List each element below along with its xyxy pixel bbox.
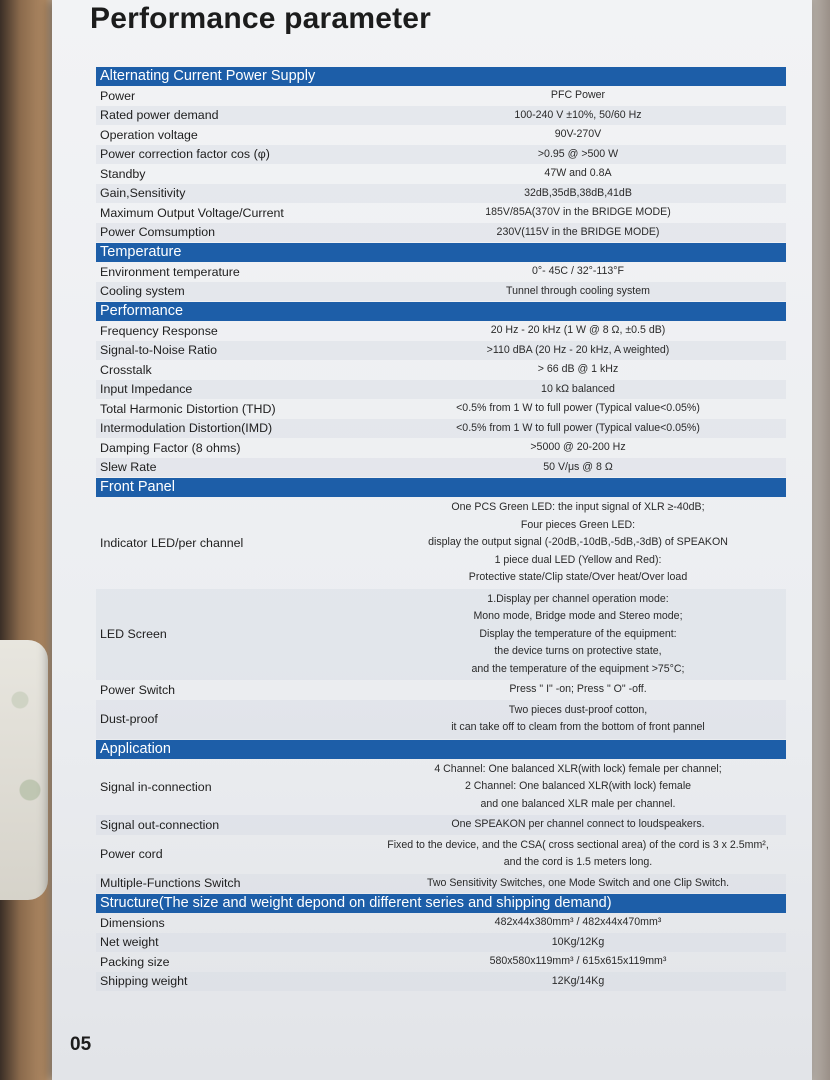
spec-row	[96, 106, 786, 126]
spec-value-line: 47W and 0.8A	[544, 167, 612, 179]
spec-value	[370, 591, 786, 679]
spec-row	[96, 419, 786, 439]
spec-row	[96, 589, 786, 681]
spec-value	[370, 913, 786, 933]
spec-row	[96, 933, 786, 953]
spec-value-line: 0°- 45C / 32°-113°F	[531, 265, 624, 277]
spec-label: Gain,Sensitivity	[100, 186, 186, 201]
spec-value	[370, 360, 786, 380]
spec-row	[96, 203, 786, 223]
spec-value-line: 1.Display per channel operation mode:	[487, 592, 669, 605]
spec-value	[370, 399, 786, 419]
spec-label: Crosstalk	[100, 362, 152, 377]
spec-row	[96, 952, 786, 972]
spec-value	[370, 321, 786, 341]
spec-value-line: Mono mode, Bridge mode and Stereo mode;	[473, 610, 683, 622]
spec-value	[370, 874, 786, 894]
spec-row	[96, 380, 786, 400]
spec-value-line: 10 kΩ balanced	[541, 382, 615, 395]
spec-value-line: and the temperature of the equipment >75°C;	[471, 662, 685, 675]
spec-row	[96, 438, 786, 458]
spec-value-line: 2 Channel: One balanced XLR(with lock) female	[464, 780, 692, 792]
spec-value	[370, 837, 786, 872]
spec-value-line: 482x44x380mm³ / 482x44x470mm³	[494, 916, 662, 928]
spec-row	[96, 700, 786, 739]
spec-row	[96, 874, 786, 894]
spec-row	[96, 125, 786, 145]
spec-value	[370, 184, 786, 204]
spec-value-line: Two pieces dust-proof cotton,	[508, 703, 648, 716]
spec-value	[370, 933, 786, 953]
spec-value-line: and the cord is 1.5 meters long.	[503, 856, 653, 868]
spec-value	[370, 164, 786, 184]
spec-label: Shipping weight	[100, 974, 188, 989]
page-number: 05	[70, 1034, 92, 1055]
spec-value-line: 90V-270V	[554, 128, 602, 140]
spec-label: Power Comsumption	[100, 225, 216, 240]
section-header: Application	[96, 740, 786, 759]
section-rows	[96, 86, 786, 242]
spec-value-line: display the output signal (-20dB,-10dB,-5dB,-3dB) of SPEAKON	[428, 536, 728, 548]
spec-row	[96, 223, 786, 243]
spec-value	[370, 815, 786, 835]
spec-label: Standby	[100, 166, 146, 181]
section-header: Front Panel	[96, 478, 786, 497]
spec-value	[370, 223, 786, 243]
spec-value	[370, 203, 786, 223]
section-header: Temperature	[96, 243, 786, 262]
section-header: Alternating Current Power Supply	[96, 67, 786, 86]
spec-value-line: Press " I" -on; Press " O" -off.	[509, 683, 647, 695]
spec-label: Net weight	[100, 935, 159, 950]
spec-row	[96, 815, 786, 835]
spec-row	[96, 184, 786, 204]
spec-label: LED Screen	[100, 627, 167, 642]
spec-value-line: > 66 dB @ 1 kHz	[537, 363, 619, 375]
spec-value-line: 4 Channel: One balanced XLR(with lock) female per channel;	[434, 762, 722, 775]
spec-label: Dimensions	[100, 915, 165, 930]
spec-label: Signal in-connection	[100, 779, 212, 794]
spec-value-line: the device turns on protective state,	[494, 645, 662, 657]
spec-value-line: >110 dBA (20 Hz - 20 kHz, A weighted)	[486, 343, 670, 356]
spec-label: Damping Factor (8 ohms)	[100, 440, 241, 455]
spec-row	[96, 145, 786, 165]
spec-value-line: <0.5% from 1 W to full power (Typical value<0.05%)	[456, 421, 700, 434]
spec-value-line: 100-240 V ±10%, 50/60 Hz	[514, 108, 642, 121]
spec-value-line: Two Sensitivity Switches, one Mode Switch and one Clip Switch.	[426, 876, 730, 889]
spec-label: Dust-proof	[100, 712, 158, 726]
spec-label: Signal-to-Noise Ratio	[100, 343, 218, 358]
spec-value-line: 32dB,35dB,38dB,41dB	[524, 186, 632, 199]
spec-label: Rated power demand	[100, 108, 219, 123]
spec-row	[96, 86, 786, 106]
spec-value-line: Four pieces Green LED:	[520, 518, 636, 531]
spec-value	[370, 702, 786, 737]
spec-value-line: Tunnel through cooling system	[506, 284, 650, 297]
spec-row	[96, 458, 786, 478]
spec-value	[370, 680, 786, 700]
spec-label: Environment temperature	[100, 264, 240, 279]
spec-label: Input Impedance	[100, 382, 193, 397]
spec-value-line: 12Kg/14Kg	[551, 974, 605, 987]
section-rows	[96, 497, 786, 739]
spec-value-line: 185V/85A(370V in the BRIDGE MODE)	[485, 206, 671, 218]
spec-value-line: One SPEAKON per channel connect to loudspeakers.	[451, 818, 705, 830]
spec-value-line: 580x580x119mm³ / 615x615x119mm³	[489, 955, 667, 967]
spec-row	[96, 341, 786, 361]
spec-row	[96, 913, 786, 933]
spec-label: Maximum Output Voltage/Current	[100, 205, 284, 220]
section-rows	[96, 913, 786, 991]
spec-row	[96, 972, 786, 992]
spec-row	[96, 321, 786, 341]
spec-value-line: 20 Hz - 20 kHz (1 W @ 8 Ω, ±0.5 dB)	[490, 324, 666, 336]
spec-row	[96, 497, 786, 589]
spec-row	[96, 262, 786, 282]
spec-label: Power Switch	[100, 682, 176, 697]
spec-value	[370, 380, 786, 400]
spec-label: Power	[100, 88, 136, 103]
spec-value	[370, 972, 786, 992]
spec-value-line: Display the temperature of the equipment:	[479, 627, 677, 640]
spec-value	[370, 499, 786, 587]
spec-label: Total Harmonic Distortion (THD)	[100, 401, 276, 416]
spec-value	[370, 438, 786, 458]
spec-table	[96, 66, 786, 991]
spec-value-line: >5000 @ 20-200 Hz	[530, 441, 626, 453]
spec-row	[96, 282, 786, 302]
spec-value	[370, 458, 786, 478]
spec-value	[370, 106, 786, 126]
spec-value-line: 10Kg/12Kg	[551, 935, 605, 948]
spec-row	[96, 680, 786, 700]
spec-value	[370, 86, 786, 106]
section-rows	[96, 262, 786, 301]
spec-label: Power cord	[100, 847, 163, 861]
spec-value	[370, 952, 786, 972]
section-rows	[96, 759, 786, 894]
spec-label: Frequency Response	[100, 323, 218, 338]
spec-value	[370, 125, 786, 145]
spec-value-line: Fixed to the device, and the CSA( cross sectional area) of the cord is 3 x 2.5mm²,	[387, 838, 769, 851]
spec-value-line: 1 piece dual LED (Yellow and Red):	[494, 553, 662, 566]
spec-value	[370, 282, 786, 302]
spec-value-line: <0.5% from 1 W to full power (Typical value<0.05%)	[456, 402, 700, 414]
page-title: Performance parameter	[90, 2, 432, 35]
spec-value-line: Protective state/Clip state/Over heat/Over load	[468, 571, 688, 583]
spec-value-line: 230V(115V in the BRIDGE MODE)	[496, 225, 660, 238]
spec-label: Signal out-connection	[100, 817, 220, 832]
manual-page	[52, 0, 812, 1080]
section-header: Performance	[96, 302, 786, 321]
spec-value	[370, 419, 786, 439]
spec-row	[96, 164, 786, 184]
spec-value	[370, 341, 786, 361]
spec-value-line: 50 V/μs @ 8 Ω	[543, 460, 613, 473]
section-header: Structure(The size and weight depond on different series and shipping demand)	[96, 894, 786, 913]
section-rows	[96, 321, 786, 477]
spec-row	[96, 399, 786, 419]
spec-label: Intermodulation Distortion(IMD)	[100, 421, 273, 436]
spec-label: Slew Rate	[100, 460, 157, 475]
spec-value-line: it can take off to cleam from the bottom of front pannel	[451, 721, 705, 733]
spec-value	[370, 145, 786, 165]
spec-label: Packing size	[100, 954, 170, 969]
spec-value-line: and one balanced XLR male per channel.	[480, 797, 676, 810]
spec-row	[96, 360, 786, 380]
spec-label: Operation voltage	[100, 127, 198, 142]
spec-row	[96, 835, 786, 874]
spec-label: Cooling system	[100, 284, 185, 299]
spec-row	[96, 759, 786, 816]
spec-label: Indicator LED/per channel	[100, 535, 244, 550]
spec-value-line: One PCS Green LED: the input signal of XLR ≥-40dB;	[451, 501, 705, 513]
spec-value	[370, 262, 786, 282]
spec-value	[370, 761, 786, 814]
floral-cloth	[0, 640, 48, 900]
spec-value-line: PFC Power	[550, 89, 606, 101]
spec-label: Multiple-Functions Switch	[100, 876, 241, 891]
spec-label: Power correction factor cos (φ)	[100, 147, 270, 162]
spec-value-line: >0.95 @ >500 W	[537, 147, 619, 160]
